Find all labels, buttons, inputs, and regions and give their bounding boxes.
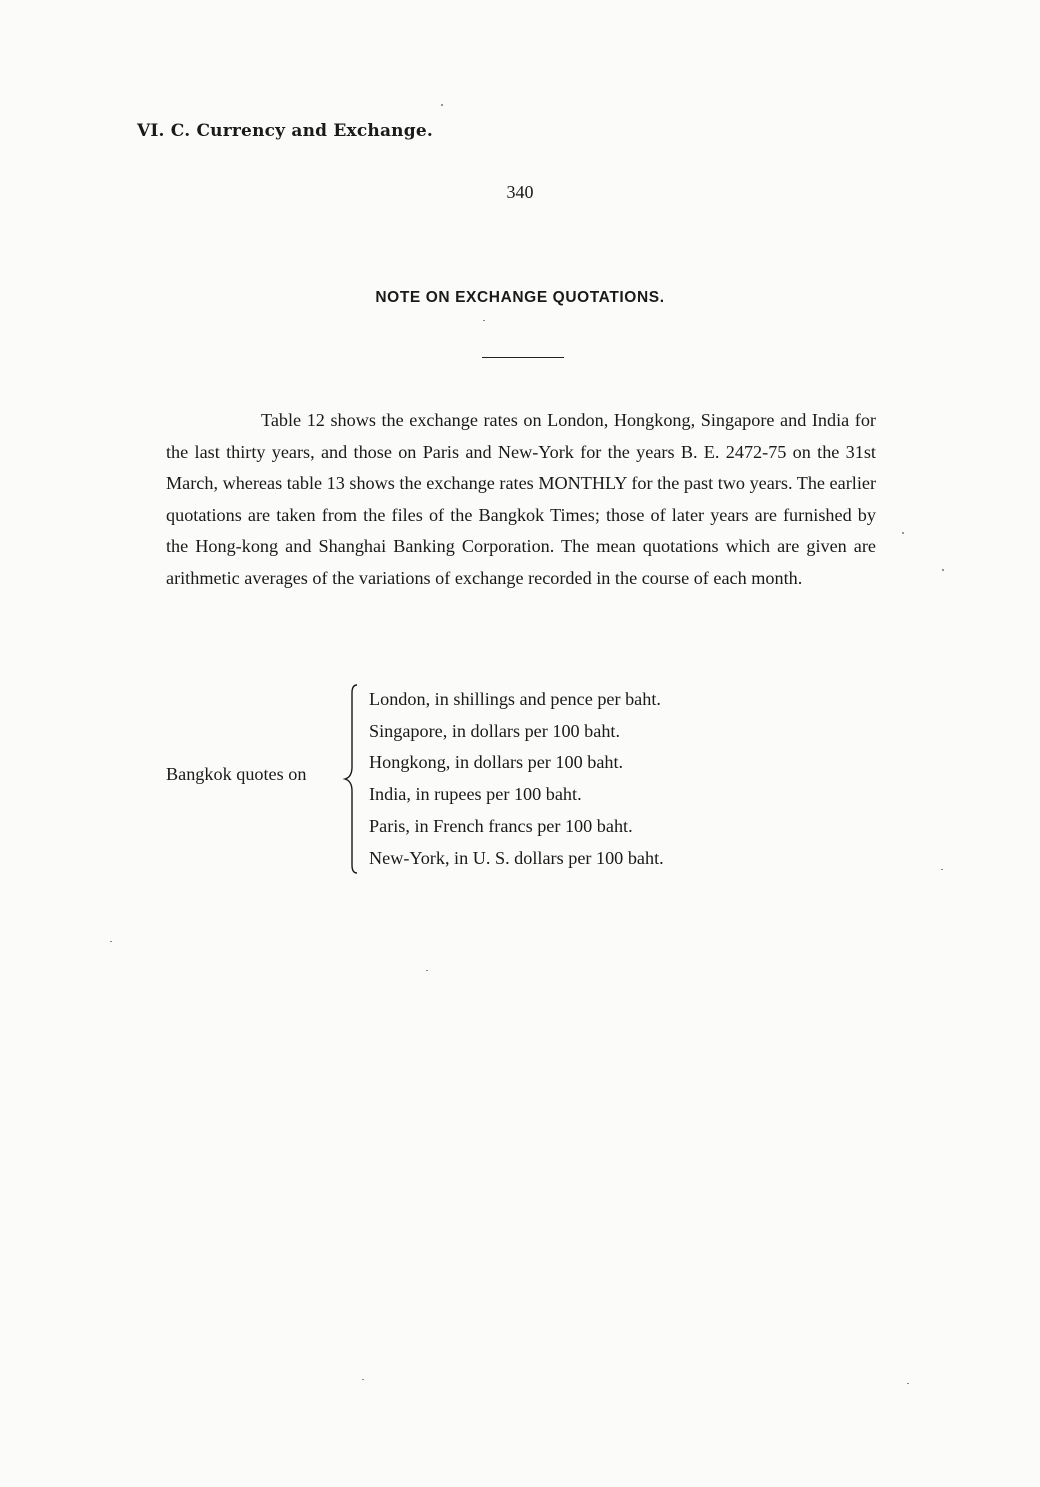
scan-speck — [110, 941, 112, 942]
quote-item-singapore: Singapore, in dollars per 100 baht. — [369, 720, 621, 741]
quote-item-new-york: New-York, in U. S. dollars per 100 baht. — [369, 847, 664, 868]
scan-speck — [902, 532, 904, 534]
scan-speck — [362, 1379, 364, 1380]
quote-item-hongkong: Hongkong, in dollars per 100 baht. — [369, 752, 624, 773]
scan-speck — [426, 970, 428, 971]
quote-item-paris: Paris, in French francs per 100 baht. — [369, 815, 633, 836]
title-rule — [482, 357, 564, 358]
curly-brace-icon — [342, 683, 362, 875]
quote-item-london: London, in shillings and pence per baht. — [369, 689, 661, 709]
scan-speck — [941, 869, 943, 870]
section-heading: VI. C. Currency and Exchange. — [137, 121, 433, 141]
page-number: 340 — [506, 182, 534, 202]
page-title: NOTE ON EXCHANGE QUOTATIONS. — [375, 289, 665, 306]
scan-speck — [441, 104, 443, 106]
quotes-list — [369, 684, 664, 874]
quotes-label: Bangkok quotes on — [166, 764, 307, 784]
quote-item-india: India, in rupees per 100 baht. — [369, 784, 582, 805]
scan-speck — [907, 1383, 909, 1384]
scan-speck — [942, 569, 944, 571]
body-paragraph: Table 12 shows the exchange rates on London, Hongkong, Singapore and India for the last thirty years, and those on Paris and New-York for the years B. E. 2472-75 on the 31st March, whereas table 13 shows the exchange rates MONTHLY for the past two years. The earlier quotations are taken from the files of the Bangkok Times; those of later years are furnished by the Hong-kong and Shanghai Banking Corporation. The mean quotations which are given are arithmetic averages of the variations of exchange recorded in the course of each month. — [166, 410, 876, 588]
scan-speck — [483, 320, 485, 321]
